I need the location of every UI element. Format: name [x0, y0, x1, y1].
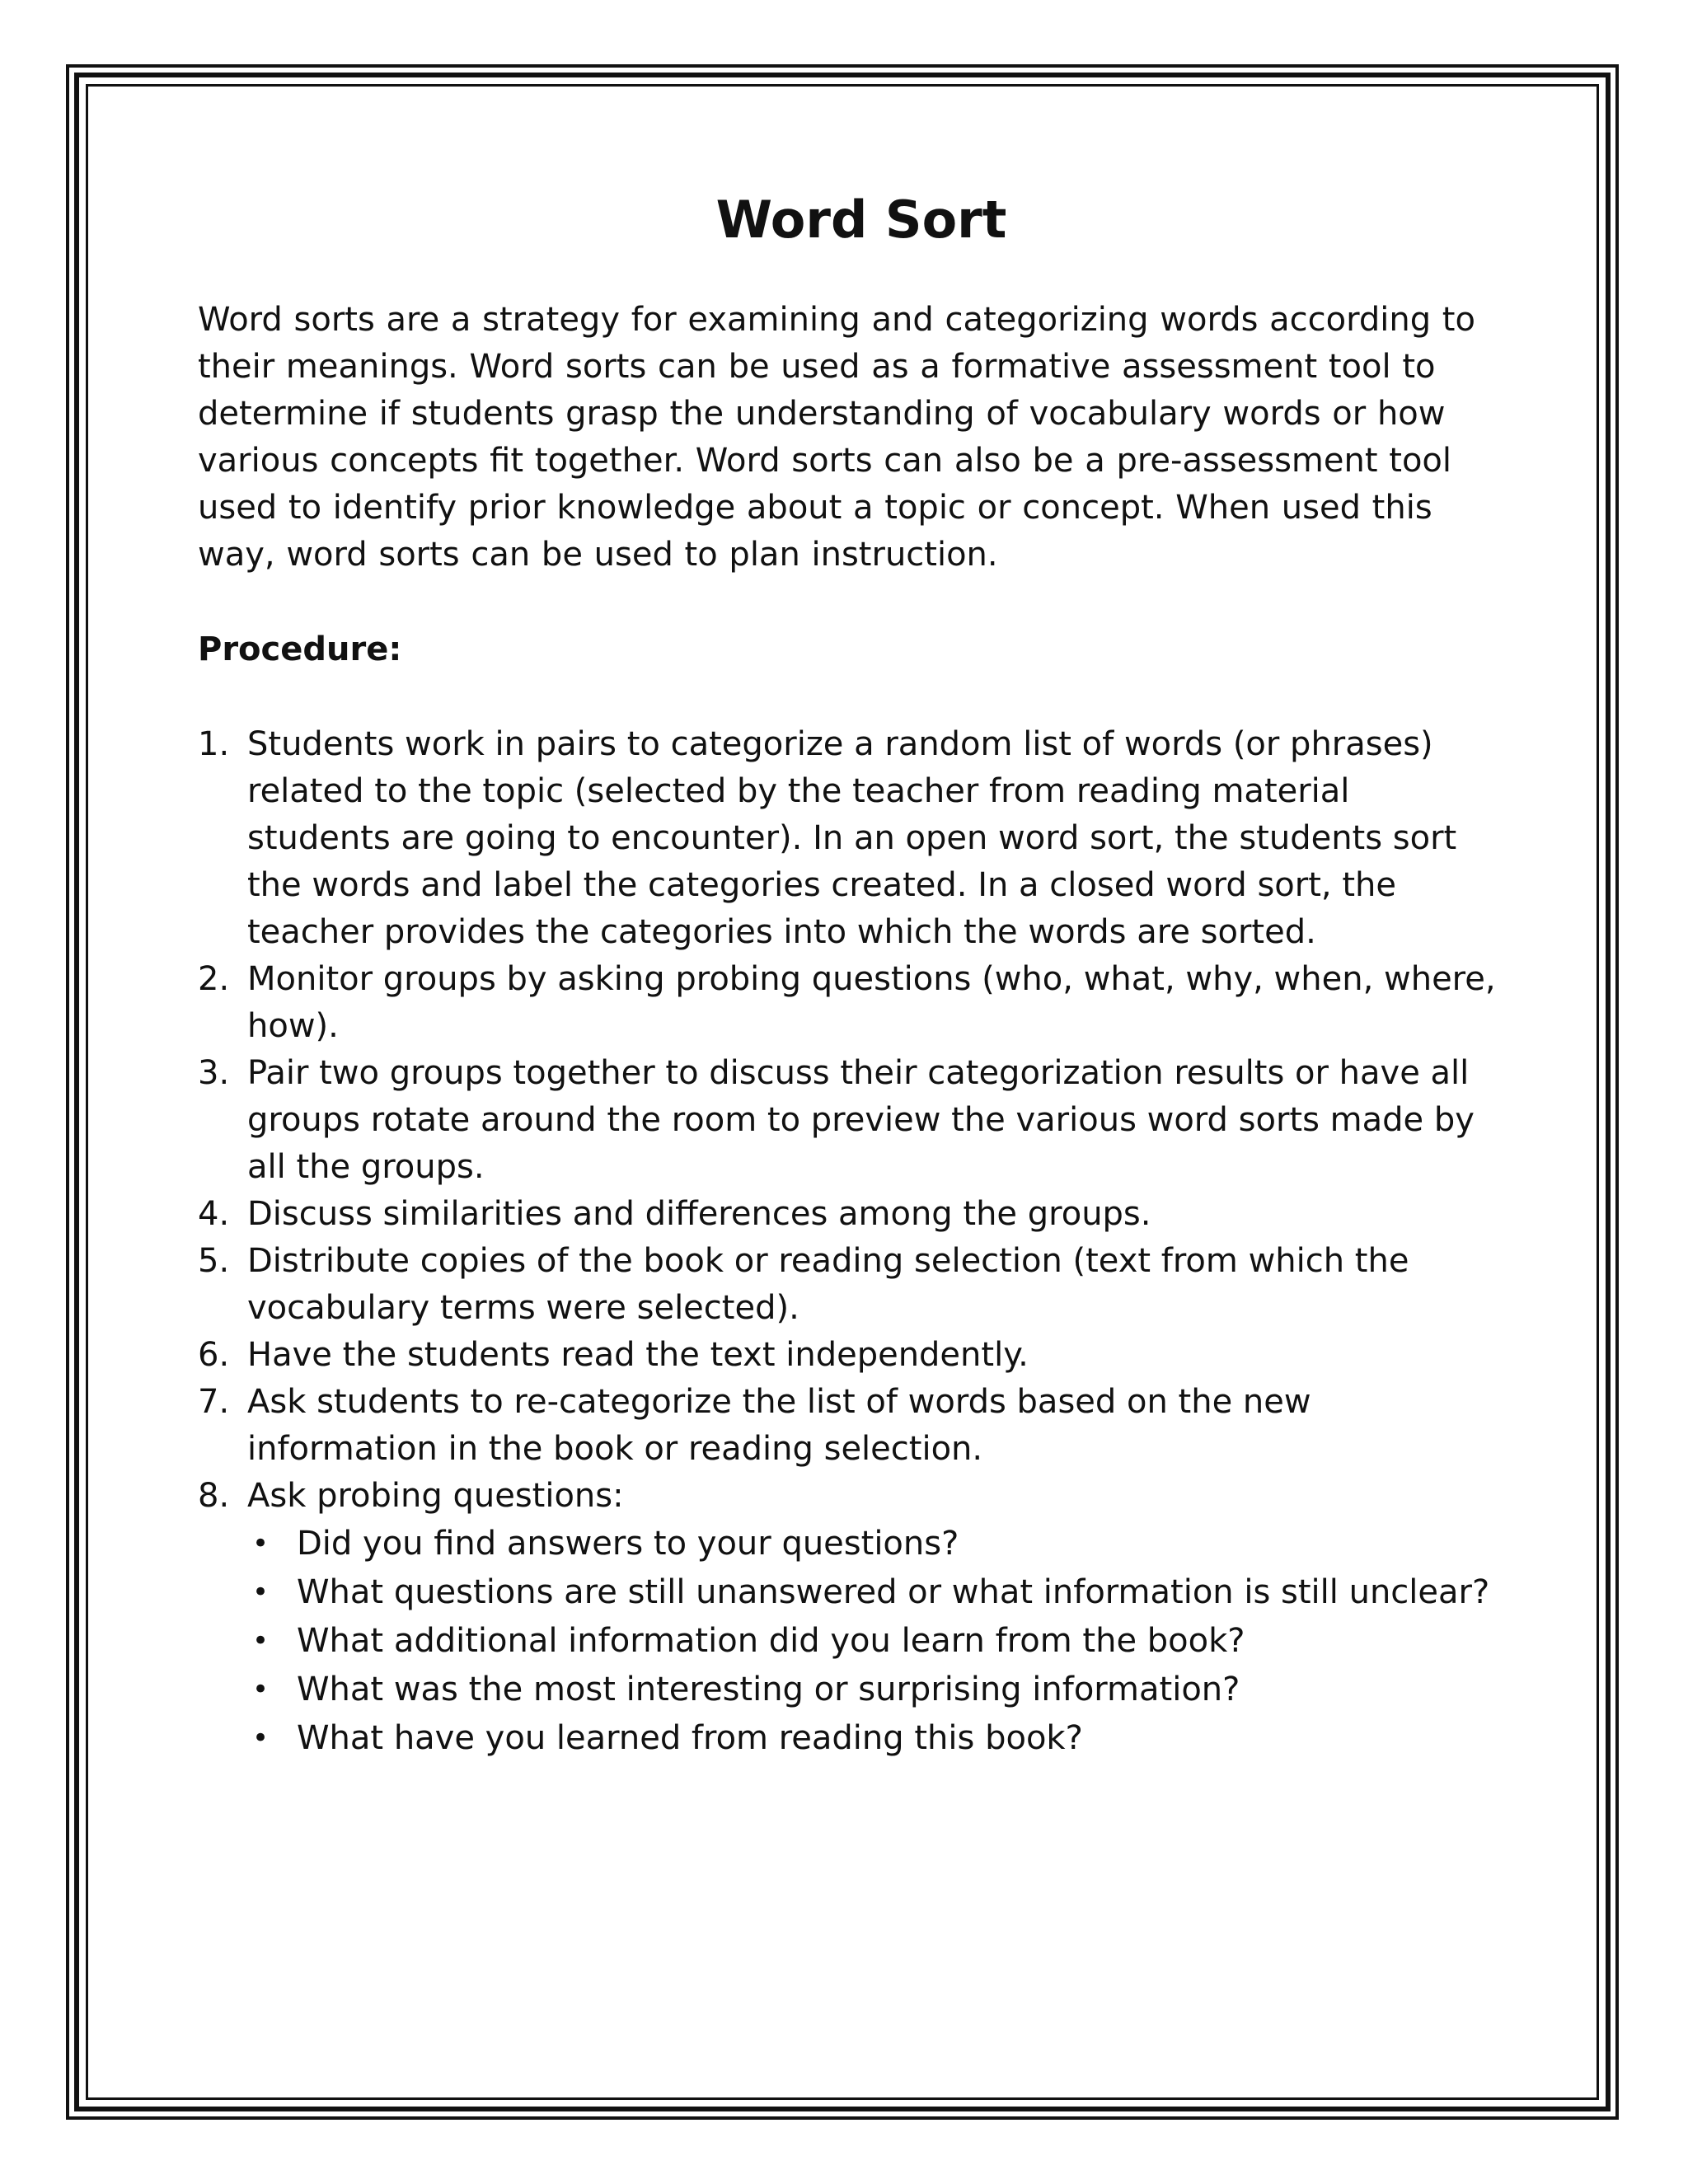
step-text: Have the students read the text independently.: [247, 1336, 1029, 1374]
bullet-icon: •: [252, 1527, 270, 1560]
procedure-step: [198, 1050, 1500, 1191]
question-text: What questions are still unanswered or what information is still unclear?: [297, 1573, 1490, 1611]
step-number: 6.: [198, 1336, 230, 1374]
intro-paragraph: Word sorts are a strategy for examining and categorizing words according to their meanings. Word sorts can be used as a formative assessment tool to determine if students grasp the understanding of vocabulary words or how various concepts fit together. Word sorts can also be a pre-assessment tool used to identify prior knowledge about a topic or concept. When used this way, word sorts can be used to plan instruction.: [198, 301, 1475, 574]
bullet-icon: •: [252, 1624, 270, 1657]
list-item: [247, 1520, 1500, 1568]
step-text: Monitor groups by asking probing questions (who, what, why, when, where, how).: [247, 960, 1496, 1045]
step-text: Distribute copies of the book or reading selection (text from which the vocabulary terms were selected).: [247, 1242, 1409, 1327]
procedure-step: [198, 1379, 1500, 1473]
step-text: Pair two groups together to discuss their categorization results or have all groups rotate around the room to preview the various word sorts made by all the groups.: [247, 1054, 1475, 1186]
question-text: What have you learned from reading this book?: [297, 1719, 1083, 1757]
probing-questions-list: [247, 1520, 1500, 1763]
procedure-step: [198, 1332, 1500, 1379]
list-item: [247, 1714, 1500, 1763]
procedure-heading: Procedure:: [198, 630, 402, 668]
step-text: Ask probing questions:: [247, 1477, 624, 1515]
question-text: What additional information did you learn from the book?: [297, 1622, 1245, 1660]
procedure-step: [198, 956, 1500, 1050]
procedure-step: [198, 1238, 1500, 1332]
step-number: 2.: [198, 960, 230, 998]
question-text: What was the most interesting or surprising information?: [297, 1671, 1240, 1708]
bullet-icon: •: [252, 1722, 270, 1755]
step-number: 3.: [198, 1054, 230, 1092]
question-text: Did you find answers to your questions?: [297, 1525, 959, 1563]
list-item: [247, 1617, 1500, 1666]
bullet-icon: •: [252, 1576, 270, 1609]
procedure-step: [198, 721, 1500, 956]
step-text: Ask students to re-categorize the list of words based on the new information in the book or reading selection.: [247, 1383, 1311, 1468]
document-body: [198, 190, 1500, 1763]
step-number: 5.: [198, 1242, 230, 1280]
step-text: Discuss similarities and differences among the groups.: [247, 1195, 1151, 1233]
step-number: 4.: [198, 1195, 230, 1233]
step-text: Students work in pairs to categorize a random list of words (or phrases) related to the topic (selected by the teacher from reading material students are going to encounter). In an open word sort, the students sort the words and label the categories created. In a closed word sort, the teacher provides the categories into which the words are sorted.: [247, 725, 1457, 951]
list-item: [247, 1568, 1500, 1617]
procedure-step: [198, 1473, 1500, 1763]
bullet-icon: •: [252, 1673, 270, 1706]
page-title: Word Sort: [715, 190, 1007, 250]
procedure-steps: [198, 721, 1500, 1763]
step-number: 7.: [198, 1383, 230, 1421]
step-number: 1.: [198, 725, 230, 763]
step-number: 8.: [198, 1477, 230, 1515]
list-item: [247, 1666, 1500, 1714]
procedure-step: [198, 1191, 1500, 1238]
